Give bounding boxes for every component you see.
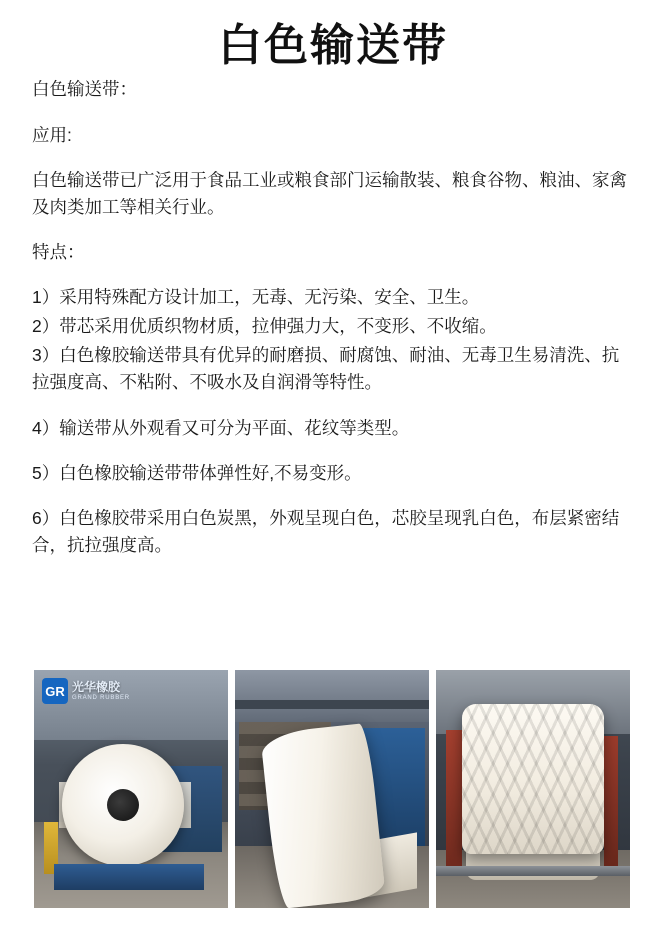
brand-name-cn: 光华橡胶 [72, 680, 121, 694]
factory-ceiling [235, 670, 429, 722]
photo-chevron-roll [436, 670, 630, 908]
page-title: 白色输送带 [218, 21, 448, 70]
red-frame-right [604, 736, 618, 866]
ceiling-beam [235, 700, 429, 709]
machine-base [54, 864, 204, 890]
red-frame-left [446, 730, 462, 870]
paragraph-application-heading: 应用: [32, 124, 72, 145]
white-belt-curve [260, 723, 386, 908]
brand-logo-text [72, 681, 130, 701]
photo-roll-factory [34, 670, 228, 908]
chevron-pattern-roll [462, 704, 604, 854]
paragraph-features-heading: 特点： [32, 241, 85, 262]
paragraph-intro: 白色输送带： [32, 79, 137, 100]
paragraph-feature-5: 5）白色橡胶输送带带体弹性好,不易变形。 [32, 462, 362, 483]
brand-watermark [42, 678, 130, 704]
white-belt-roll [62, 744, 184, 866]
paragraph-application-body: 白色输送带已广泛用于食品工业或粮食部门运输散装、粮食谷物、粮油、家禽及肉类加工等相关行业。 [32, 169, 627, 217]
paragraph-feature-2: 2）带芯采用优质织物材质，拉伸强力大，不变形、不收缩。 [32, 316, 497, 337]
document-body [0, 76, 666, 559]
brand-name-en: GRAND RUBBER [72, 695, 130, 701]
roller-shaft [436, 866, 630, 876]
paragraph-feature-1: 1）采用特殊配方设计加工，无毒、无污染、安全、卫生。 [32, 287, 480, 308]
paragraph-feature-4: 4）输送带从外观看又可分为平面、花纹等类型。 [32, 417, 410, 438]
photo-belt-curve [235, 670, 429, 908]
brand-logo-icon: GR [42, 678, 68, 704]
paragraph-feature-6: 6）白色橡胶带采用白色炭黑，外观呈现白色，芯胶呈现乳白色，布层紧密结合，抗拉强度高。 [32, 507, 620, 555]
paragraph-feature-3: 3）白色橡胶输送带具有优异的耐磨损、耐腐蚀、耐油、无毒卫生易清洗、抗拉强度高、不粘附、不吸水及自润滑等特性。 [32, 345, 620, 393]
photo-gallery [34, 670, 632, 908]
